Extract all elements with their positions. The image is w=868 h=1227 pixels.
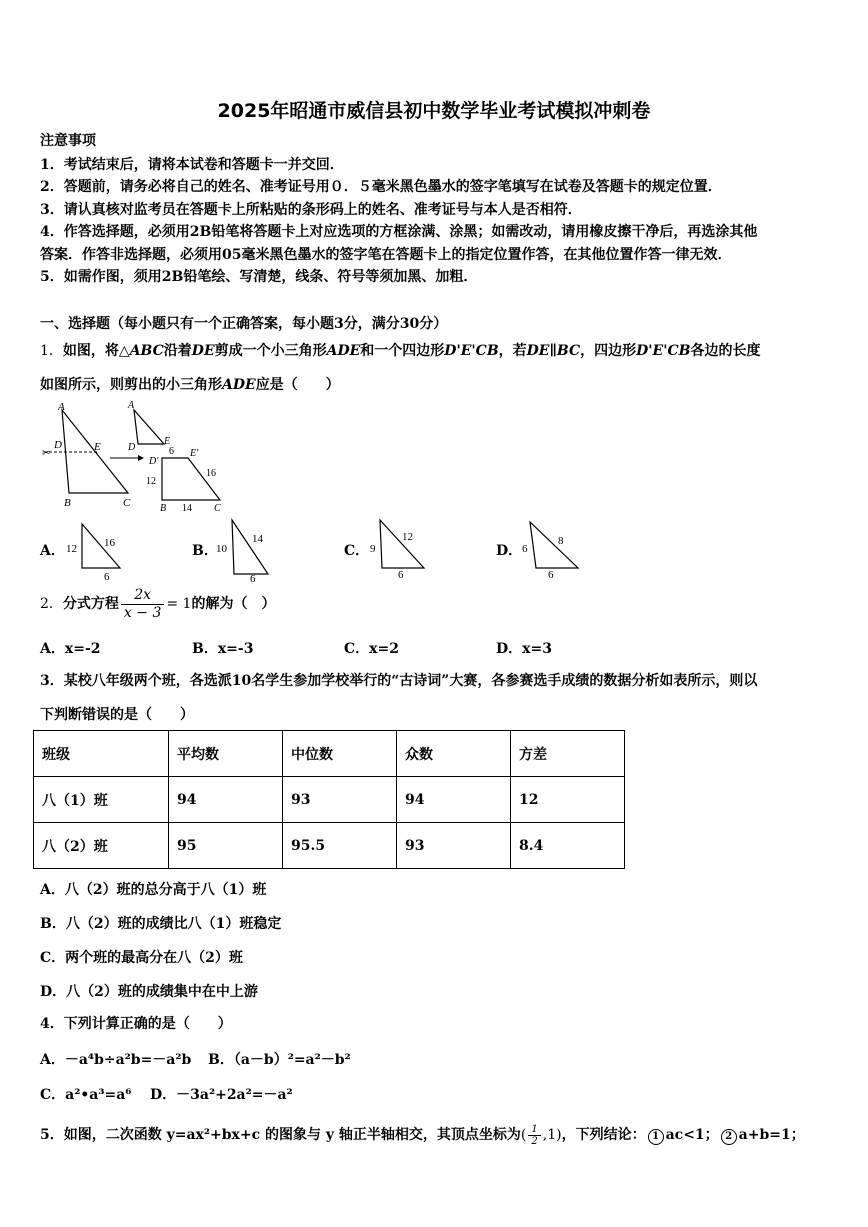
q1-text: 应是（ ）	[255, 377, 340, 393]
table-row	[34, 777, 625, 823]
side-label: 6	[104, 571, 110, 582]
side-label: 9	[370, 543, 376, 555]
q5-conclusion: ac<1；	[665, 1127, 719, 1143]
fig-label-6: 6	[169, 446, 174, 457]
fig-label-d2: D	[128, 442, 136, 453]
q2-option-b[interactable]: B．x=-3	[192, 641, 254, 657]
q1-text: 剪成一个小三角形	[214, 343, 327, 359]
q1-stem-line1	[40, 342, 760, 360]
option-letter: A．	[40, 543, 65, 559]
notice-heading: 注意事项	[40, 133, 96, 149]
q3-option-c[interactable]: C．两个班的最高分在八（2）班	[40, 950, 243, 966]
q2-stem	[40, 586, 275, 622]
q2-denominator: x − 3	[123, 604, 162, 621]
q1-text: 如图，将	[62, 343, 119, 359]
q2-equals: = 1	[166, 596, 192, 612]
circled-number: 2	[721, 1129, 737, 1145]
q1-number: 1．	[40, 343, 63, 359]
table-header-cell: 方差	[511, 731, 625, 777]
option-letter: B．	[192, 543, 218, 559]
table-cell: 八（1）班	[34, 777, 169, 823]
fig-label-c2: C	[214, 503, 221, 514]
option-letter: D．	[496, 543, 523, 559]
q1-option-b[interactable]	[192, 516, 292, 582]
q1-math: DE∥BC	[526, 343, 581, 359]
q2-option-d[interactable]: D．x=3	[496, 641, 552, 657]
page-title: 2025年昭通市威信县初中数学毕业考试模拟冲刺卷	[217, 100, 651, 122]
q2-text: 的解为（ ）	[191, 596, 276, 612]
q5-frac-num: 1	[528, 1124, 540, 1136]
q5-fraction	[528, 1124, 540, 1147]
q1-math: ADE	[222, 377, 256, 393]
table-cell: 93	[397, 823, 511, 869]
notice-item-4-cont: 答案．作答非选择题，必须用05毫米黑色墨水的签字笔在答题卡上的指定位置作答，在其他位置作答一律无效．	[40, 247, 732, 263]
q4-option-d[interactable]: D．－3a²+2a²=－a²	[150, 1087, 293, 1103]
q2-fraction	[121, 587, 164, 622]
q1-math: D'E'CB	[636, 343, 691, 359]
table-cell: 94	[397, 777, 511, 823]
notice-item-3: 3．请认真核对监考员在答题卡上所粘贴的条形码上的姓名、准考证号与本人是否相符．	[40, 202, 582, 218]
notice-item-5: 5．如需作图，须用2B铅笔绘、写清楚，线条、符号等须加黑、加粗．	[40, 269, 478, 285]
q2-number: 2．	[40, 596, 63, 612]
table-cell: 93	[283, 777, 397, 823]
q1-text: 如图所示，则剪出的小三角形	[40, 377, 222, 393]
q1-option-d[interactable]	[496, 516, 596, 582]
side-label: 16	[104, 537, 115, 549]
table-cell: 8.4	[511, 823, 625, 869]
table-header-cell: 众数	[397, 731, 511, 777]
q2-option-c[interactable]: C．x=2	[344, 641, 399, 657]
q3-option-d[interactable]: D．八（2）班的成绩集中在中上游	[40, 984, 258, 1000]
fig-label-e3: E'	[190, 448, 199, 459]
circled-number: 1	[648, 1129, 664, 1145]
q1-text: 各边的长度	[690, 343, 761, 359]
q1-math: DE	[191, 343, 215, 359]
fig-label-b2: B	[160, 503, 167, 514]
q5-coord-close: ,1)	[542, 1127, 562, 1143]
q1-figure	[38, 398, 238, 516]
q2-option-a[interactable]: A．x=-2	[40, 641, 101, 657]
score-table	[33, 730, 625, 869]
option-letter: C．	[344, 543, 370, 559]
table-cell: 八（2）班	[34, 823, 169, 869]
side-label: 8	[558, 535, 564, 547]
q3-option-a[interactable]: A．八（2）班的总分高于八（1）班	[40, 882, 267, 898]
q5-conclusion: a+b=1；	[738, 1127, 805, 1143]
table-header-cell: 中位数	[283, 731, 397, 777]
fig-label-c: C	[123, 497, 131, 509]
fig-label-12: 12	[146, 476, 156, 487]
side-label: 12	[402, 531, 413, 543]
q4-option-b[interactable]: B．（a－b）²=a²－b²	[208, 1052, 351, 1068]
q1-math: D'E'CB	[444, 343, 499, 359]
table-header-cell: 平均数	[169, 731, 283, 777]
table-header-row	[34, 731, 625, 777]
side-label: 6	[548, 569, 554, 581]
side-label: 6	[398, 569, 404, 581]
fig-label-a: A	[58, 401, 65, 413]
q1-text: 和一个四边形	[360, 343, 445, 359]
notice-item-2: 2．答题前，请务必将自己的姓名、准考证号用０．５毫米黑色墨水的签字笔填写在试卷及答题卡的规定位置．	[40, 179, 722, 195]
q1-math: ADE	[326, 343, 361, 359]
q5-text: ，下列结论：	[561, 1127, 646, 1143]
fig-label-d: D	[54, 439, 62, 451]
fig-label-d3: D'	[149, 456, 159, 467]
q1-math: △ABC	[118, 343, 164, 359]
table-header-cell: 班级	[34, 731, 169, 777]
side-label: 6	[522, 543, 528, 555]
q4-option-c[interactable]: C．a²•a³=a⁶	[40, 1087, 132, 1103]
q1-text: ，四边形	[580, 343, 637, 359]
table-cell: 95.5	[283, 823, 397, 869]
scissors-icon: ✂	[42, 448, 51, 459]
notice-item-1: 1．考试结束后，请将本试卷和答题卡一并交回．	[40, 157, 344, 173]
fig-label-e2: E	[164, 436, 171, 447]
q4-option-a[interactable]: A．－a⁴b÷a²b=－a²b	[40, 1052, 192, 1068]
table-row	[34, 823, 625, 869]
fig-label-16: 16	[206, 468, 216, 479]
table-cell: 95	[169, 823, 283, 869]
q5-text: 5．如图，二次函数 y=ax²+bx+c 的图象与 y 轴正半轴相交，其顶点坐标为	[40, 1127, 521, 1143]
q5-frac-den: 2	[531, 1135, 538, 1147]
side-label: 10	[216, 543, 227, 555]
q5-coord-open: (	[520, 1127, 527, 1143]
notice-item-4: 4．作答选择题，必须用2B铅笔将答题卡上对应选项的方框涂满、涂黑；如需改动，请用橡皮擦干净后，再选涂其他	[40, 224, 758, 240]
q1-text: ，若	[498, 343, 527, 359]
side-label: 14	[252, 533, 263, 545]
section-heading: 一、选择题（每小题只有一个正确答案，每小题3分，满分30分）	[40, 316, 448, 332]
q1-option-a[interactable]	[40, 516, 140, 582]
table-cell: 12	[511, 777, 625, 823]
q3-stem-line2: 下判断错误的是（ ）	[40, 707, 194, 723]
fig-label-14: 14	[182, 503, 192, 514]
q1-stem-line2	[40, 376, 340, 394]
q2-text: 分式方程	[62, 596, 119, 612]
q2-numerator: 2x	[121, 587, 164, 605]
fig-label-b: B	[64, 497, 71, 509]
q5-stem	[40, 1120, 805, 1150]
fig-label-a2: A	[128, 400, 135, 411]
fig-label-e: E	[94, 441, 101, 453]
table-cell: 94	[169, 777, 283, 823]
side-label: 6	[250, 573, 256, 582]
q1-text: 沿着	[163, 343, 192, 359]
q3-stem-line1: 3．某校八年级两个班，各选派10名学生参加学校举行的“古诗词”大赛，各参赛选手成绩的数据分析如表所示，则以	[40, 673, 758, 689]
q3-option-b[interactable]: B．八（2）班的成绩比八（1）班稳定	[40, 916, 282, 932]
q4-stem: 4．下列计算正确的是（ ）	[40, 1016, 232, 1032]
side-label: 12	[66, 543, 77, 555]
q1-option-c[interactable]	[344, 516, 444, 582]
